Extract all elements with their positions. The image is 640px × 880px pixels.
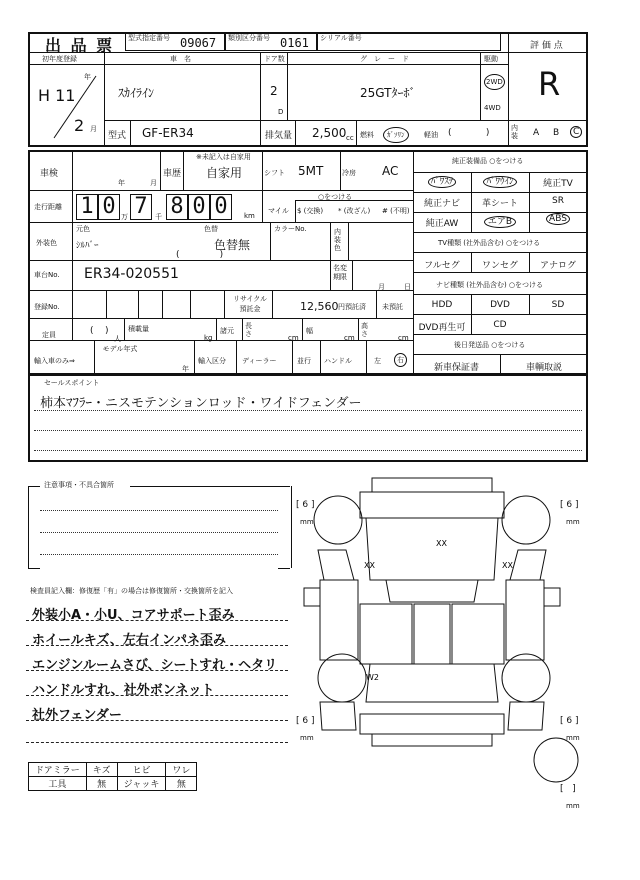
mileage-digit-1: 1 [80, 194, 94, 219]
accessory-jack-value: 無 [166, 777, 197, 791]
navi-title: ナビ種類 (社外品含む) ○をつける [436, 281, 544, 289]
tv-title: TV種類 (社外品含む) ○をつける [438, 239, 541, 247]
accessory-tools: 工具 [29, 777, 87, 791]
shaken-year-label: 年 [118, 179, 125, 187]
chassis-label: 車台No. [34, 271, 60, 279]
accessory-tools-value: 無 [86, 777, 117, 791]
inspector-line-4: ハンドルすれ、社外ボンネット [32, 683, 215, 698]
color-change-label: 色替 [204, 225, 218, 233]
history-label: 車歴 [163, 169, 182, 179]
km-label: km [244, 212, 255, 220]
form-number-label: 型式指定番号 [128, 34, 170, 42]
notes-label: 注意事項・不具合箇所 [44, 481, 114, 489]
diagram-mark-hood: XX [436, 539, 447, 548]
category-number-label: 類別区分番号 [228, 34, 270, 42]
first-reg-year-label: 年 [84, 73, 91, 81]
length-label: 長さ [245, 322, 252, 338]
equip-sr: SR [552, 196, 564, 206]
recycle-unit: 円預託済 [338, 303, 366, 311]
capacity-unit: 人 [114, 335, 121, 343]
inspector-line-3: エンジンルームさび、シートすれ・ヘタリ [32, 658, 278, 673]
accessory-header-scratch: キズ [86, 763, 117, 777]
model-year-unit: 年 [182, 365, 189, 373]
accessory-jack: ジャッキ [117, 777, 166, 791]
shift-label: シフト [264, 169, 285, 177]
length-cm: cm [288, 334, 299, 342]
doors-label: ドア数 [264, 55, 285, 63]
shaken-month-label: 月 [150, 179, 157, 187]
tire-fl-unit: mm [300, 518, 314, 526]
name-change-label: 名変期限 [333, 264, 347, 281]
first-reg-month-label: 月 [90, 125, 97, 133]
ac-label: 冷房 [342, 169, 356, 177]
cd-label: CD [493, 320, 507, 330]
history-value: 自家用 [206, 166, 243, 180]
equip-navi: 純正ナビ [423, 199, 460, 209]
load-label: 積載量 [128, 325, 149, 333]
displacement-unit: cc [346, 134, 354, 142]
tire-rr-unit: mm [566, 734, 580, 742]
color-label: 外装色 [36, 239, 57, 247]
mileage-digit-3: 7 [134, 194, 148, 219]
diagram-mark-right-front: XX [502, 561, 513, 570]
inspector-label: 検査員記入欄：修復歴「有」の場合は修復箇所・交換箇所を記入 [30, 587, 233, 595]
grade-score: R [538, 65, 561, 103]
dvd-playable: DVD再生可 [418, 323, 466, 333]
accessory-table [28, 762, 197, 791]
accessory-header-break: ワレ [166, 763, 197, 777]
tire-rl-unit: mm [300, 734, 314, 742]
import-dealer: ディーラー [242, 357, 277, 365]
car-diagram [290, 470, 590, 810]
interior-label: 内装 [511, 124, 518, 140]
spare-bracket: [ ] [560, 784, 576, 794]
exchange-label: $ (交換) [297, 207, 324, 215]
inspector-line-2: ホイールキズ、左右インパネ歪み [32, 633, 226, 648]
original-color-label: 元色 [76, 225, 90, 233]
attach-note: ○をつける [318, 193, 353, 201]
drive-4wd: 4WD [484, 104, 501, 112]
equip-power-steering: ﾊﾟﾜｽﾃ [413, 174, 471, 187]
tv-fullseg: フルセグ [424, 261, 460, 271]
import-label: 輸入車のみ⇒ [34, 357, 75, 365]
oil-bracket: ( ) [448, 128, 490, 138]
spare-unit: mm [566, 802, 580, 810]
equip-leather: 革シート [481, 199, 518, 209]
later-warranty: 新車保証書 [433, 363, 479, 373]
sales-point-text: 柿本ﾏﾌﾗｰ・ニスモテンションロッド・ワイドフェンダー [40, 396, 362, 411]
model-label: 型式 [108, 131, 127, 141]
sales-point-frame [28, 374, 588, 462]
tire-fr-bracket: [ 6 ] [560, 500, 579, 510]
import-type-label: 輸入区分 [198, 357, 226, 365]
grade-score-label: 評 価 点 [530, 41, 563, 51]
altered-label: * (改ざん) [338, 207, 371, 215]
capacity-label: 定員 [42, 331, 56, 339]
form-number: 09067 [180, 36, 217, 50]
first-reg-label: 初年度登録 [42, 55, 77, 63]
doors-type: D [278, 108, 284, 116]
interior-c: C [570, 126, 582, 138]
navi-hdd: HDD [431, 300, 453, 310]
car-name: ｽｶｲﾗｲﾝ [118, 86, 155, 100]
unknown-label: # (不明) [382, 207, 410, 215]
drive-2wd: 2WD [484, 74, 505, 90]
tire-rl-bracket: [ 6 ] [296, 716, 315, 726]
later-title: 後日発送品 ○をつける [454, 341, 526, 349]
notes-bracket [28, 486, 292, 568]
recycle-label: リサイクル預託金 [232, 295, 268, 313]
import-parallel: 並行 [297, 357, 311, 365]
displacement-label: 排気量 [265, 131, 293, 141]
diagram-mark-left-rear: W2 [366, 673, 379, 682]
interior-color-label: 内装色 [334, 228, 341, 252]
mileage-digit-2: 0 [102, 194, 116, 219]
sen-label: 千 [155, 213, 162, 221]
later-manual: 車輌取説 [525, 363, 562, 373]
accessory-header-crack: ヒビ [117, 763, 166, 777]
equip-power-window: ﾊﾟﾜｳｲﾝ [471, 174, 529, 187]
inspector-line-1: 外装小A・小U、コアサポート歪み [32, 608, 235, 623]
mileage-digit-5: 0 [192, 194, 206, 219]
tire-rr-bracket: [ 6 ] [560, 716, 579, 726]
equip-airbag: エアB [471, 214, 529, 227]
inspector-line-5: 社外フェンダー [32, 708, 122, 723]
model-year-label: モデル年式 [102, 345, 138, 353]
interior-a: A [533, 128, 540, 138]
name-change-day: 日 [404, 283, 411, 291]
height-label: 高さ [361, 322, 368, 338]
navi-dvd: DVD [490, 300, 510, 310]
ac-value: AC [382, 164, 399, 178]
reg-label: 登録No. [34, 303, 60, 311]
dimensions-label: 諸元 [220, 327, 234, 335]
category-number: 0161 [280, 36, 309, 50]
width-cm: cm [344, 334, 355, 342]
mile-label: マイル [268, 207, 289, 215]
width-label: 幅 [306, 327, 313, 335]
sales-point-label: セールスポイント [44, 379, 100, 387]
recycle-amount: 12,560 [300, 300, 339, 313]
height-cm: cm [398, 334, 409, 342]
shift-value: 5MT [298, 164, 324, 178]
grade-label: グ レ ー ド [360, 55, 409, 63]
mileage-label: 走行距離 [34, 203, 62, 211]
equip-aw: 純正AW [425, 219, 459, 229]
score-divider [508, 32, 509, 147]
name-change-month: 月 [378, 283, 385, 291]
fuel-label: 燃料 [360, 131, 374, 139]
color-no-label: カラーNo. [274, 225, 307, 233]
history-note: ※未記入は自家用 [196, 153, 251, 161]
color-change-bracket: ( ) [176, 250, 224, 260]
tire-fr-unit: mm [566, 518, 580, 526]
shaken-label: 車検 [40, 169, 59, 179]
car-name-label: 車 名 [170, 55, 191, 63]
kg-label: kg [204, 334, 213, 342]
fuel-value: ｶﾞｿﾘﾝ [383, 127, 409, 143]
recycle-unpaid: 未預託 [382, 303, 403, 311]
color-change: 色替無 [214, 238, 251, 252]
navi-sd: SD [551, 300, 565, 310]
model-value: GF-ER34 [142, 126, 194, 140]
diagram-mark-left-front: XX [364, 561, 375, 570]
grade-value: 25GTﾀｰﾎﾞ [360, 86, 416, 100]
capacity-bracket: ( ) [90, 326, 109, 336]
first-reg-era: H 11 [38, 86, 76, 105]
handle-left: 左 [374, 357, 381, 365]
man-label: 万 [121, 213, 128, 221]
mileage-digit-6: 0 [214, 194, 228, 219]
serial-label: シリアル番号 [320, 34, 362, 42]
chassis-value: ER34-020551 [84, 266, 179, 282]
first-reg-month: 2 [74, 116, 85, 135]
interior-b: B [553, 128, 560, 138]
mileage-digit-4: 8 [170, 194, 184, 219]
original-color: ｼﾙﾊﾞｰ [76, 241, 99, 251]
oil-label: 軽油 [424, 131, 438, 139]
handle-right: 右 [394, 353, 407, 367]
drive-label: 駆動 [484, 55, 498, 63]
equip-abs: ABS [529, 214, 587, 224]
accessory-header-mirror: ドアミラー [29, 763, 87, 777]
handle-label: ハンドル [324, 357, 352, 365]
tire-fl-bracket: [ 6 ] [296, 500, 315, 510]
form-title: 出 品 票 [45, 36, 115, 55]
displacement-value: 2,500 [312, 126, 347, 140]
tv-analog: アナログ [539, 261, 576, 271]
equip-tv: 純正TV [543, 179, 573, 189]
equip-title: 純正装備品 ○をつける [452, 157, 524, 165]
doors-count: 2 [270, 84, 278, 98]
tv-oneseg: ワンセグ [481, 261, 518, 271]
